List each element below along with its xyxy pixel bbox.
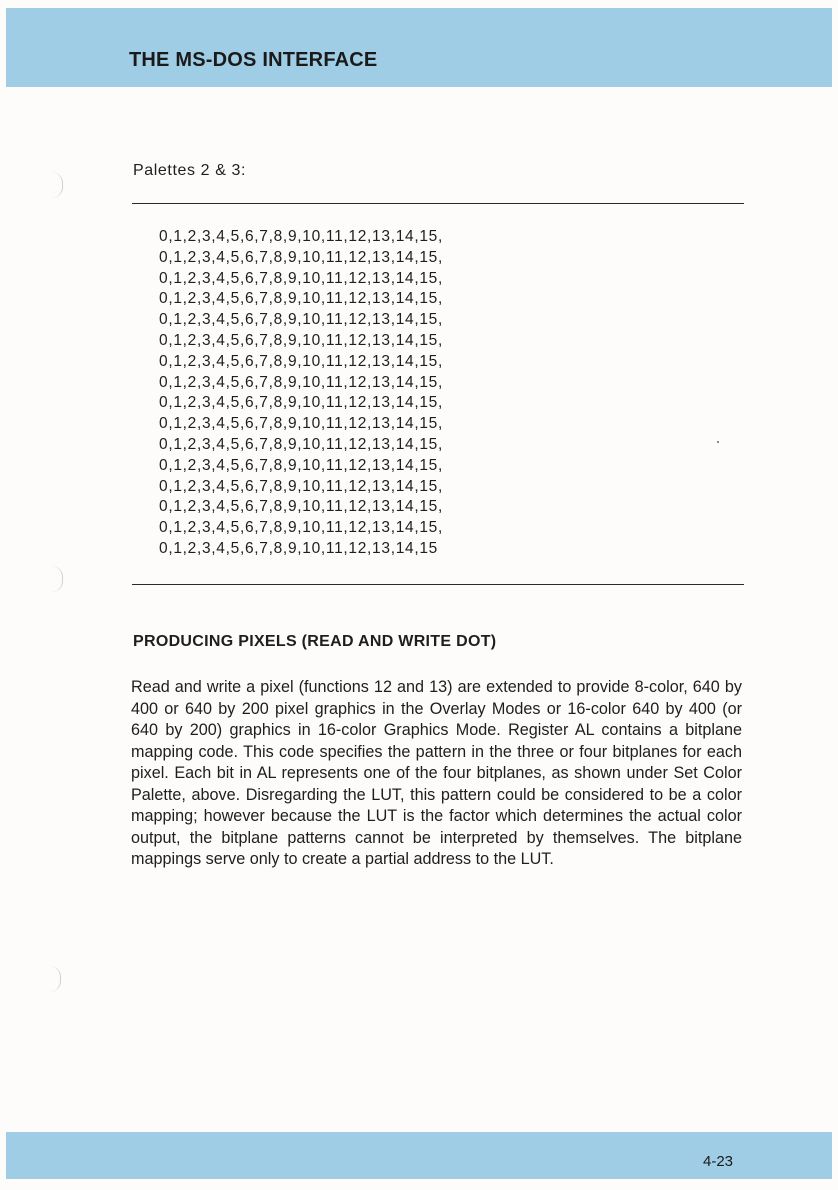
palette-row: 0,1,2,3,4,5,6,7,8,9,10,11,12,13,14,15, bbox=[159, 394, 443, 412]
palette-row: 0,1,2,3,4,5,6,7,8,9,10,11,12,13,14,15, bbox=[159, 456, 443, 474]
palette-value-list bbox=[159, 227, 443, 560]
page-header-title: THE MS-DOS INTERFACE bbox=[129, 49, 378, 71]
section-body-paragraph: Read and write a pixel (functions 12 and 13) are extended to provide 8-color, 640 by 400 or 640 by 200 pixel graphics in the Overlay Modes or 16-color 640 by 400 (or 640 by 200) graphics in 16-color Graphics Mode. Register AL contains a bitplane mapping code. This code specifies the pattern in the three or four bitplanes for each pixel. Each bit in AL represents one of the four bitplanes, as shown under Set Color Palette, above. Disregarding the LUT, this pattern could be considered to be a color mapping; however because the LUT is the factor which determines the actual color output, the bitplane patterns cannot be interpreted by themselves. The bitplane mappings serve only to create a partial address to the LUT. bbox=[131, 678, 742, 868]
print-speck bbox=[717, 441, 719, 443]
palette-bottom-rule bbox=[132, 584, 744, 585]
palette-row: 0,1,2,3,4,5,6,7,8,9,10,11,12,13,14,15, bbox=[159, 373, 443, 391]
palette-row: 0,1,2,3,4,5,6,7,8,9,10,11,12,13,14,15, bbox=[159, 248, 443, 266]
page-number: 4-23 bbox=[703, 1153, 734, 1170]
palette-row: 0,1,2,3,4,5,6,7,8,9,10,11,12,13,14,15, bbox=[159, 415, 443, 433]
palette-row: 0,1,2,3,4,5,6,7,8,9,10,11,12,13,14,15, bbox=[159, 519, 443, 537]
palette-row: 0,1,2,3,4,5,6,7,8,9,10,11,12,13,14,15, bbox=[159, 311, 443, 329]
palette-row: 0,1,2,3,4,5,6,7,8,9,10,11,12,13,14,15, bbox=[159, 290, 443, 308]
palette-row: 0,1,2,3,4,5,6,7,8,9,10,11,12,13,14,15, bbox=[159, 228, 443, 245]
palette-row: 0,1,2,3,4,5,6,7,8,9,10,11,12,13,14,15, bbox=[159, 352, 443, 370]
palette-row: 0,1,2,3,4,5,6,7,8,9,10,11,12,13,14,15, bbox=[159, 477, 443, 495]
palette-top-rule bbox=[132, 203, 744, 204]
palette-row: 0,1,2,3,4,5,6,7,8,9,10,11,12,13,14,15 bbox=[159, 539, 438, 557]
palette-row: 0,1,2,3,4,5,6,7,8,9,10,11,12,13,14,15, bbox=[159, 435, 443, 453]
palette-row: 0,1,2,3,4,5,6,7,8,9,10,11,12,13,14,15, bbox=[159, 269, 443, 287]
punch-hole-bottom bbox=[50, 966, 61, 992]
palette-row: 0,1,2,3,4,5,6,7,8,9,10,11,12,13,14,15, bbox=[159, 331, 443, 349]
punch-hole-middle bbox=[52, 566, 63, 592]
section-heading: PRODUCING PIXELS (READ AND WRITE DOT) bbox=[133, 633, 497, 650]
header-band bbox=[6, 8, 832, 87]
palette-row: 0,1,2,3,4,5,6,7,8,9,10,11,12,13,14,15, bbox=[159, 498, 443, 516]
palettes-label: Palettes 2 & 3: bbox=[133, 162, 247, 179]
punch-hole-top bbox=[52, 172, 63, 198]
